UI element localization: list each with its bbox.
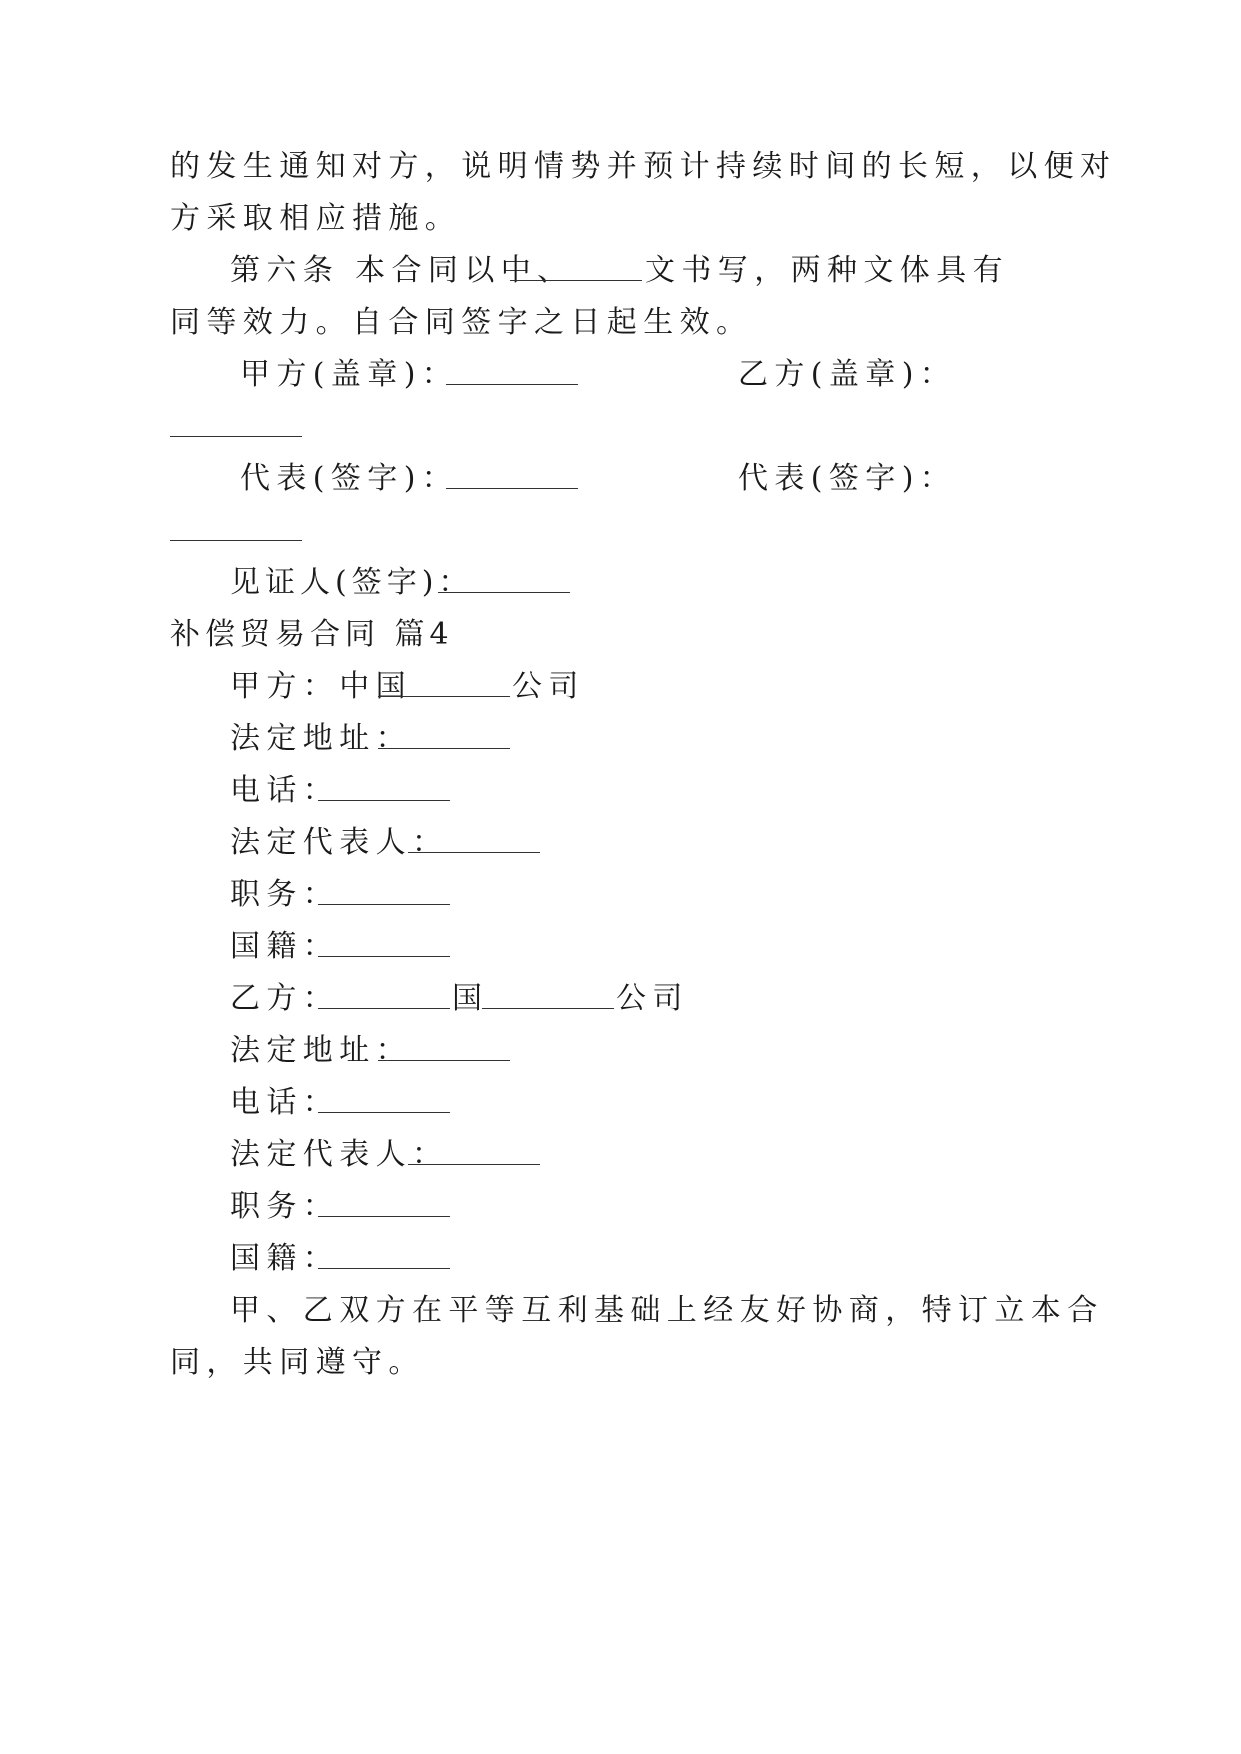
text-run: 公司 xyxy=(616,981,689,1016)
field-label: 法定代表人： xyxy=(230,1137,449,1172)
blank-line xyxy=(318,1088,450,1113)
text-run: 第六条 本合同以中、 xyxy=(230,253,574,288)
field-label: 职务： xyxy=(230,877,340,912)
blank-line xyxy=(170,516,302,541)
blank-line xyxy=(510,256,642,281)
text-run: 的发生通知对方，说明情势并预计持续时间的长短，以便对 xyxy=(170,149,1117,184)
party-b-rep-label: 代表(签字)： xyxy=(738,461,957,496)
blank-line xyxy=(482,984,614,1009)
blank-line xyxy=(446,464,578,489)
text-run: 乙方： xyxy=(230,981,340,1016)
party-a-seal-label: 甲方(盖章)： xyxy=(240,357,459,392)
party-b-seal-label: 乙方(盖章)： xyxy=(738,357,957,392)
text-run: 国 xyxy=(452,981,489,1016)
party-a-rep-label: 代表(签字)： xyxy=(240,461,459,496)
blank-line xyxy=(170,412,302,437)
section-title-text: 补偿贸易合同 篇4 xyxy=(170,617,454,652)
field-label: 国籍： xyxy=(230,929,340,964)
witness-label: 见证人(签字)： xyxy=(230,565,474,600)
blank-line xyxy=(318,776,450,801)
blank-line xyxy=(408,1140,540,1165)
field-label: 法定代表人： xyxy=(230,825,449,860)
blank-line xyxy=(408,828,540,853)
blank-line xyxy=(318,1244,450,1269)
field-label: 电话： xyxy=(230,773,340,808)
blank-line xyxy=(446,360,578,385)
field-label: 电话： xyxy=(230,1085,340,1120)
field-label: 法定地址： xyxy=(230,721,412,756)
text-run: 甲方：中国 xyxy=(230,669,412,704)
blank-line xyxy=(318,1192,450,1217)
blank-line xyxy=(378,672,510,697)
text-run: 方采取相应措施。 xyxy=(170,201,462,236)
field-label: 国籍： xyxy=(230,1241,340,1276)
blank-line xyxy=(438,568,570,593)
blank-line xyxy=(318,932,450,957)
blank-line xyxy=(318,984,450,1009)
blank-line xyxy=(318,880,450,905)
field-label: 职务： xyxy=(230,1189,340,1224)
text-run: 同，共同遵守。 xyxy=(170,1345,425,1380)
field-label: 法定地址： xyxy=(230,1033,412,1068)
text-run: 公司 xyxy=(512,669,585,704)
text-run: 甲、乙双方在平等互利基础上经友好协商，特订立本合 xyxy=(230,1293,1104,1328)
text-run: 文书写，两种文体具有 xyxy=(645,253,1009,288)
blank-line xyxy=(378,724,510,749)
blank-line xyxy=(378,1036,510,1061)
text-run: 同等效力。自合同签字之日起生效。 xyxy=(170,305,753,340)
